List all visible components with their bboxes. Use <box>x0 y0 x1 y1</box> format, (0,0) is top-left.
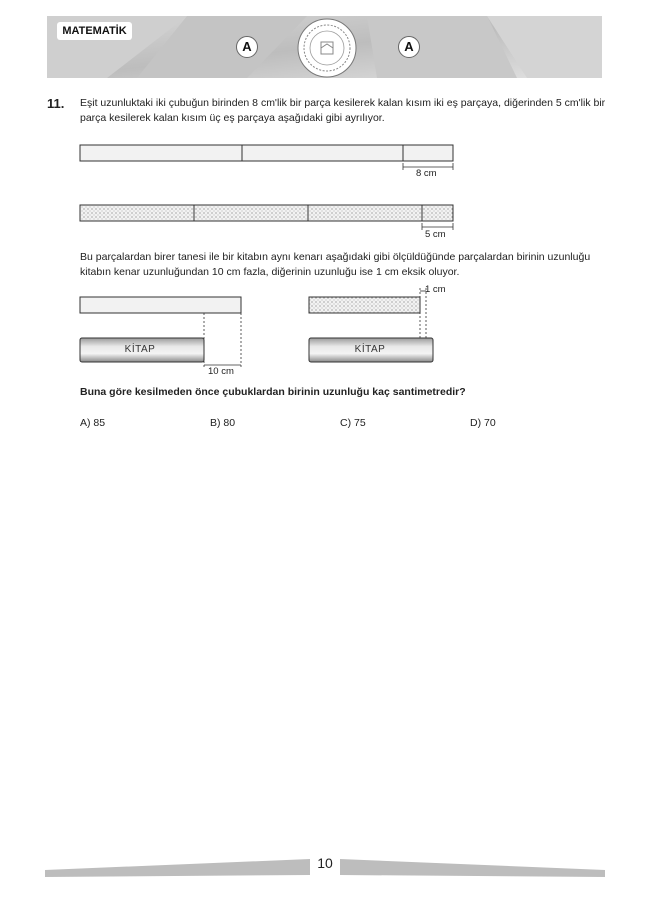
question-prompt: Buna göre kesilmeden önce çubuklardan birinin uzunluğu kaç santimetredir? <box>80 386 466 398</box>
option-c[interactable]: C) 75 <box>340 417 366 429</box>
ministry-seal-icon <box>297 18 357 78</box>
rod-1 <box>80 145 453 161</box>
rod-2 <box>80 205 453 221</box>
booklet-badge-left: A <box>236 36 258 58</box>
question-number: 11. <box>47 96 65 111</box>
book-label-left: KİTAP <box>124 344 156 355</box>
option-b[interactable]: B) 80 <box>210 417 236 429</box>
page-number: 10 <box>310 852 340 874</box>
book-figure <box>75 285 465 380</box>
option-a[interactable]: A) 85 <box>80 417 106 429</box>
label-8cm: 8 cm <box>416 168 437 179</box>
label-10cm: 10 cm <box>208 366 234 377</box>
label-1cm: 1 cm <box>425 284 446 295</box>
book-label-right: KİTAP <box>354 344 386 355</box>
left-comparison <box>80 297 241 367</box>
question-text-2: Bu parçalardan birer tanesi ile bir kitabın aynı kenarı aşağıdaki gibi ölçüldüğünde parçalardan birinin uzunluğu kitabın kenar uzunluğundan 10 cm fazla, diğerinin uzunluğu ise 1 cm eksik oluyor. <box>80 251 591 278</box>
option-d[interactable]: D) 70 <box>470 417 496 429</box>
question-text-1: Eşit uzunluktaki iki çubuğun birinden 8 cm'lik bir parça kesilerek kalan kısım iki eş parçaya, diğerinden 5 cm'lik bir parça kesilerek kalan kısım üç eş parçaya aşağıdaki gibi ayrılıyor. <box>80 97 606 124</box>
booklet-badge-right: A <box>398 36 420 58</box>
subject-title: MATEMATİK <box>57 22 132 40</box>
label-5cm: 5 cm <box>425 229 446 240</box>
rods-figure <box>75 140 465 245</box>
